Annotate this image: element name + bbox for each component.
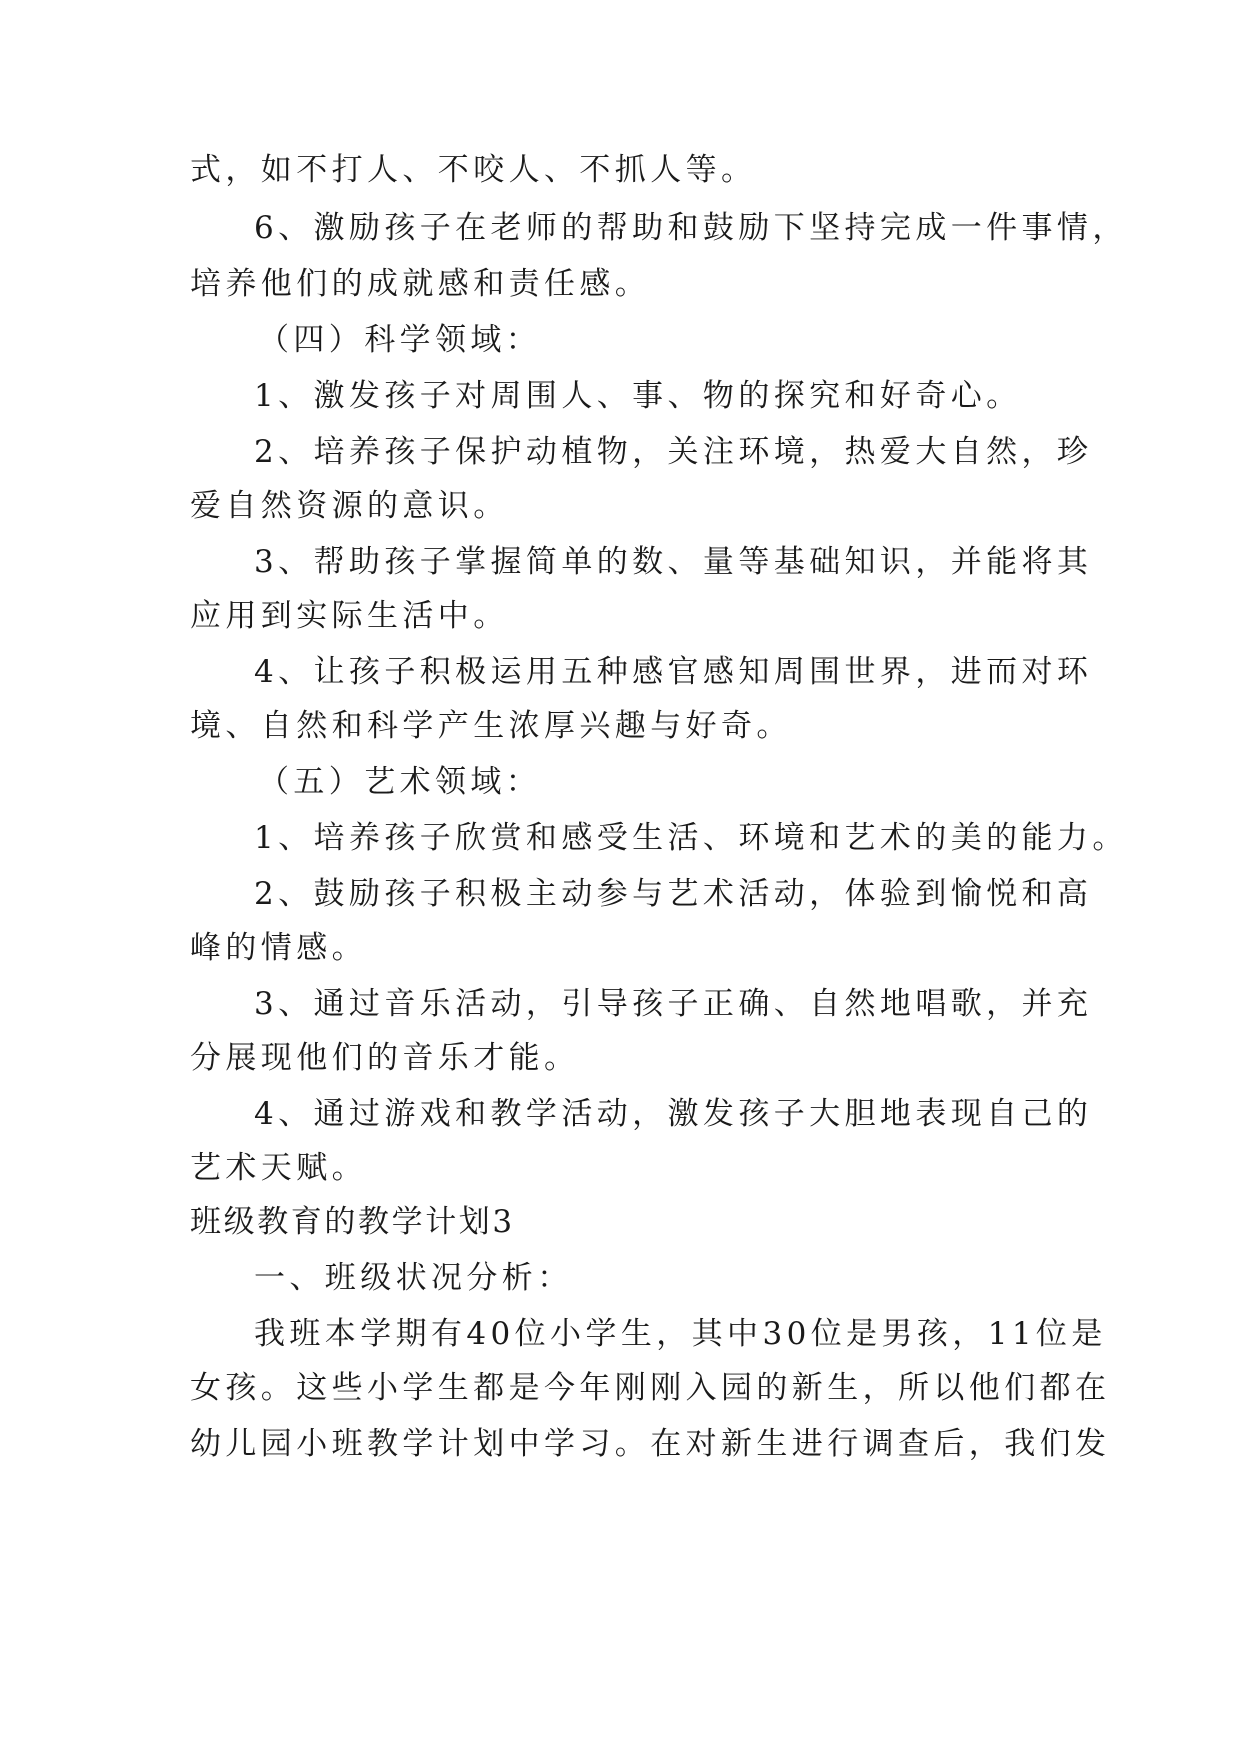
art-item-2-continuation: 峰的情感。 [190,930,367,966]
art-item-3: 3、通过音乐活动，引导孩子正确、自然地唱歌，并充 [254,986,1093,1022]
document-title: 班级教育的教学计划3 [190,1204,515,1240]
science-item-2: 2、培养孩子保护动植物，关注环境，热爱大自然，珍 [254,434,1093,470]
art-item-2: 2、鼓励孩子积极主动参与艺术活动，体验到愉悦和高 [254,876,1093,912]
art-item-4: 4、通过游戏和教学活动，激发孩子大胆地表现自己的 [254,1096,1093,1132]
science-item-2-continuation: 爱自然资源的意识。 [190,488,509,524]
section-heading-class-analysis: 一、班级状况分析： [254,1260,573,1296]
paragraph-continuation: 式，如不打人、不咬人、不抓人等。 [190,152,757,188]
analysis-paragraph-line-2: 女孩。这些小学生都是今年刚刚入园的新生，所以他们都在 [190,1370,1111,1406]
list-item-6: 6、激励孩子在老师的帮助和鼓励下坚持完成一件事情， [254,210,1128,246]
science-item-3-continuation: 应用到实际生活中。 [190,598,509,634]
art-item-1: 1、培养孩子欣赏和感受生活、环境和艺术的美的能力。 [254,820,1128,856]
analysis-paragraph-line-1: 我班本学期有40位小学生，其中30位是男孩，11位是 [254,1316,1107,1352]
list-item-6-continuation: 培养他们的成就感和责任感。 [190,266,651,302]
section-heading-science: （四）科学领域： [258,322,542,358]
science-item-4: 4、让孩子积极运用五种感官感知周围世界，进而对环 [254,654,1093,690]
science-item-4-continuation: 境、自然和科学产生浓厚兴趣与好奇。 [190,708,792,744]
section-heading-art: （五）艺术领域： [258,764,542,800]
analysis-paragraph-line-3: 幼儿园小班教学计划中学习。在对新生进行调查后，我们发 [190,1426,1111,1462]
art-item-3-continuation: 分展现他们的音乐才能。 [190,1040,580,1076]
science-item-3: 3、帮助孩子掌握简单的数、量等基础知识，并能将其 [254,544,1093,580]
art-item-4-continuation: 艺术天赋。 [190,1150,367,1186]
science-item-1: 1、激发孩子对周围人、事、物的探究和好奇心。 [254,378,1022,414]
